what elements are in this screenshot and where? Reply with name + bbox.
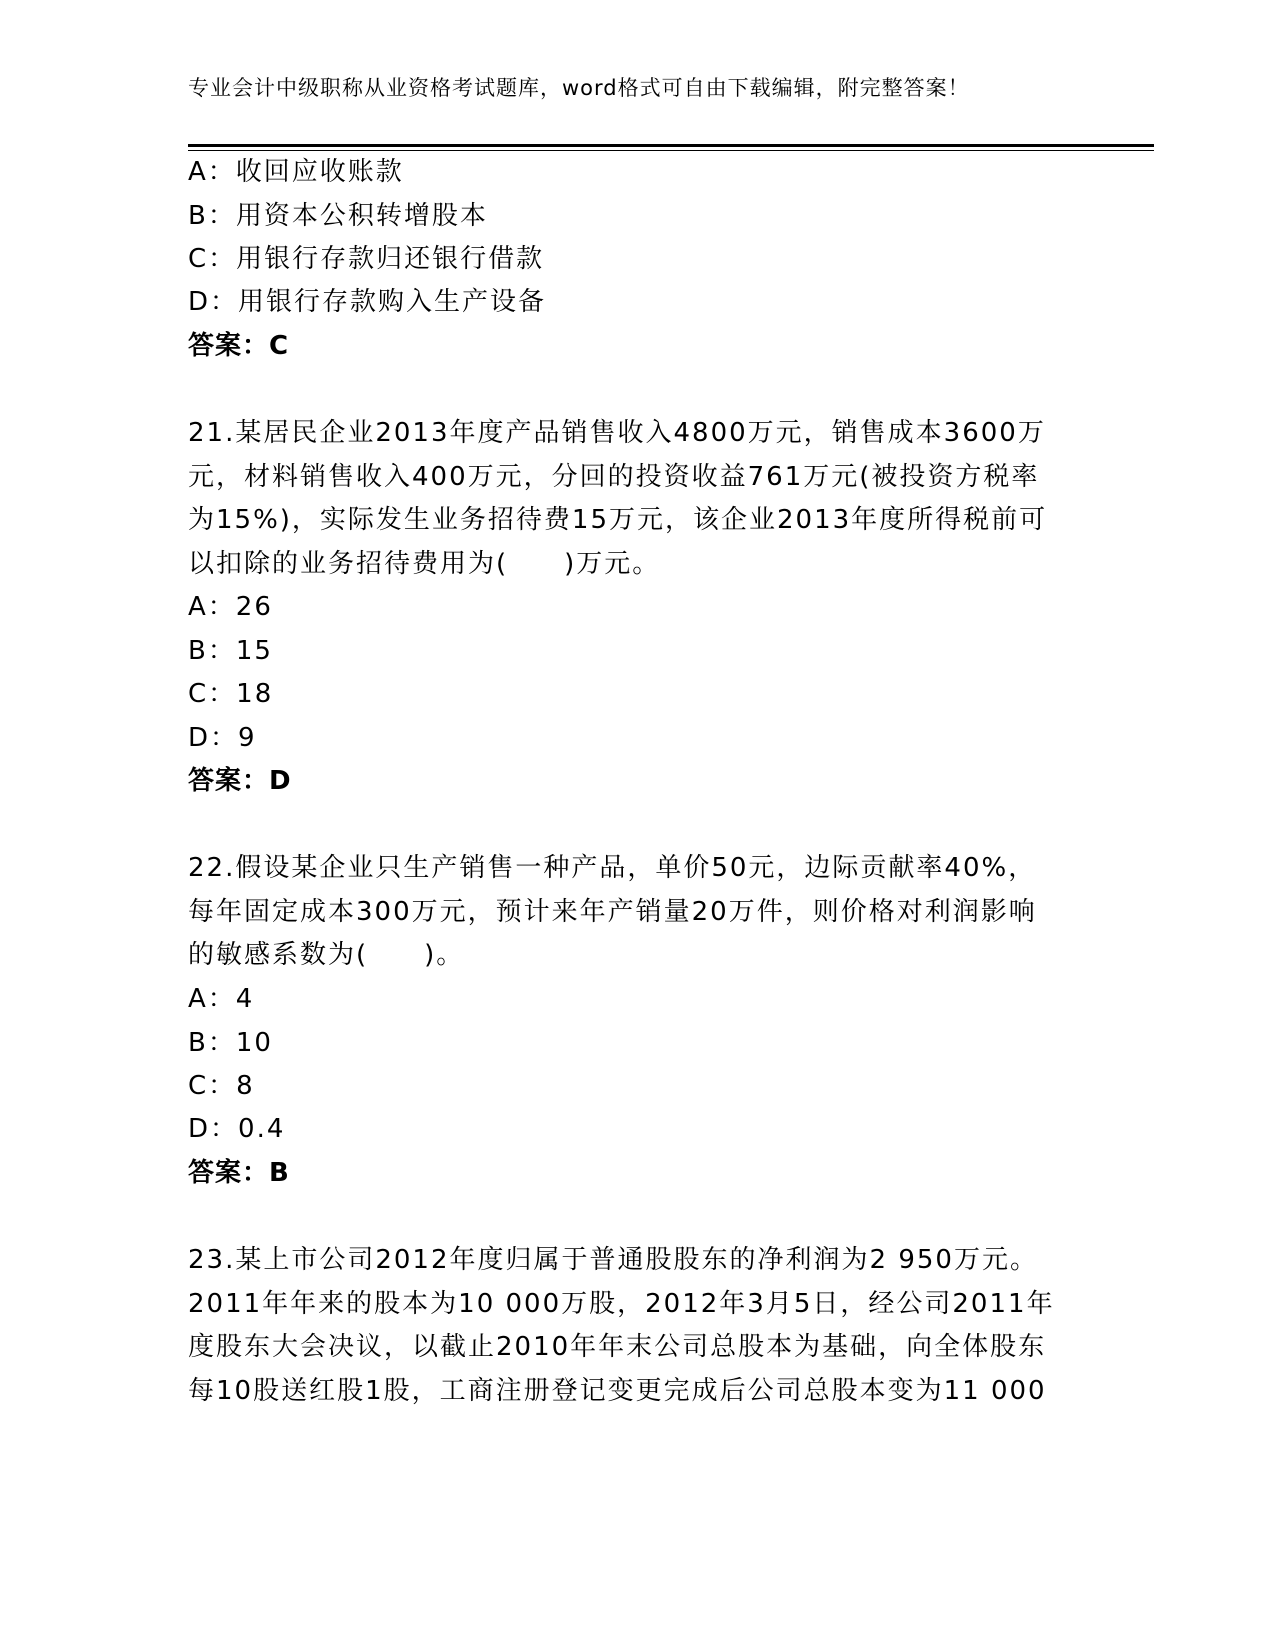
- q21-option-c: C：18: [188, 679, 274, 709]
- q23-stem-line-3: 度股东大会决议，以截止2010年年末公司总股本为基础，向全体股东: [188, 1332, 1047, 1362]
- q22-answer: 答案：B: [188, 1158, 290, 1188]
- q21-option-a: A：26: [188, 592, 273, 622]
- q23-stem-line-1: 23.某上市公司2012年度归属于普通股股东的净利润为2 950万元。: [188, 1245, 1038, 1275]
- q20-answer: 答案：C: [188, 331, 290, 361]
- q21-answer: 答案：D: [188, 766, 292, 796]
- page-header: 专业会计中级职称从业资格考试题库，word格式可自由下载编辑，附完整答案！: [188, 76, 970, 100]
- q22-option-c: C：8: [188, 1071, 255, 1101]
- header-rule-thin: [188, 150, 1154, 151]
- q22-stem-line-1: 22.假设某企业只生产销售一种产品，单价50元，边际贡献率40%，: [188, 853, 1037, 883]
- q20-option-a: A：收回应收账款: [188, 157, 404, 187]
- q22-option-a: A：4: [188, 984, 255, 1014]
- q23-stem-line-4: 每10股送红股1股，工商注册登记变更完成后公司总股本变为11 000: [188, 1376, 1047, 1406]
- q21-option-b: B：15: [188, 636, 273, 666]
- q21-stem-line-4: 以扣除的业务招待费用为( )万元。: [188, 549, 661, 579]
- q22-stem-line-2: 每年固定成本300万元，预计来年产销量20万件，则价格对利润影响: [188, 897, 1037, 927]
- header-rule-thick: [188, 144, 1154, 147]
- q20-option-d: D：用银行存款购入生产设备: [188, 287, 547, 317]
- q21-stem-line-2: 元，材料销售收入400万元，分回的投资收益761万元(被投资方税率: [188, 462, 1040, 492]
- q20-option-c: C：用银行存款归还银行借款: [188, 244, 545, 274]
- q21-option-d: D：9: [188, 723, 257, 753]
- q20-option-b: B：用资本公积转增股本: [188, 201, 488, 231]
- q22-option-b: B：10: [188, 1028, 273, 1058]
- q22-option-d: D：0.4: [188, 1114, 286, 1144]
- q21-stem-line-3: 为15%)，实际发生业务招待费15万元，该企业2013年度所得税前可: [188, 505, 1048, 535]
- q21-stem-line-1: 21.某居民企业2013年度产品销售收入4800万元，销售成本3600万: [188, 418, 1046, 448]
- q23-stem-line-2: 2011年年来的股本为10 000万股，2012年3月5日，经公司2011年: [188, 1289, 1055, 1319]
- q22-stem-line-3: 的敏感系数为( )。: [188, 940, 465, 970]
